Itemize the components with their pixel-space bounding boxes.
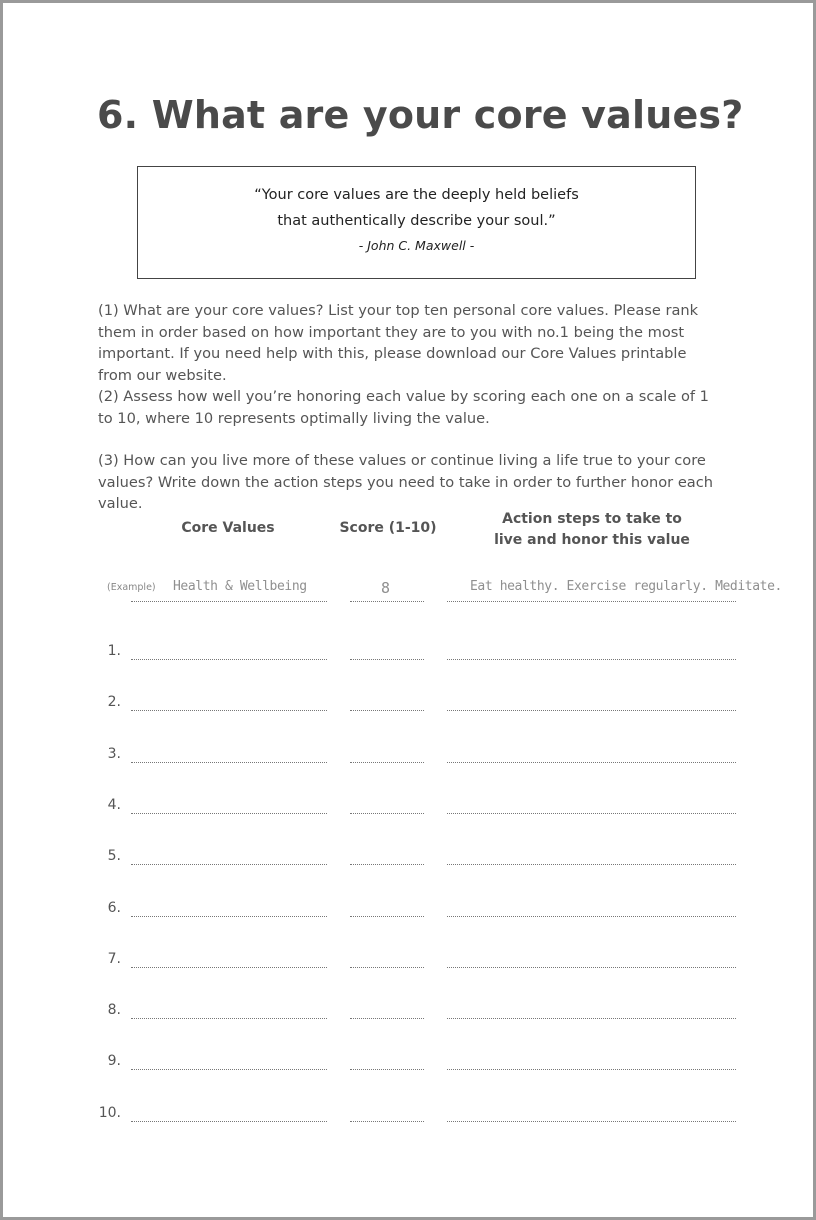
example-action: Eat healthy. Exercise regularly. Meditate. <box>470 579 782 594</box>
example-core-value-line <box>131 601 327 602</box>
action-steps-field[interactable] <box>447 1069 736 1070</box>
column-header-action-steps <box>448 509 736 551</box>
row-number: 6. <box>107 899 121 916</box>
row-number: 5. <box>107 848 121 865</box>
table-row <box>3 1097 816 1127</box>
core-value-field[interactable] <box>131 710 327 711</box>
action-steps-field[interactable] <box>447 864 736 865</box>
row-number: 8. <box>107 1002 121 1019</box>
table-row <box>3 738 816 768</box>
score-field[interactable] <box>350 864 424 865</box>
quote-line-1: “Your core values are the deeply held beliefs <box>254 187 579 203</box>
score-field[interactable] <box>350 916 424 917</box>
core-value-field[interactable] <box>131 659 327 660</box>
score-field[interactable] <box>350 1069 424 1070</box>
quote-author: - John C. Maxwell - <box>358 238 475 253</box>
core-value-field[interactable] <box>131 916 327 917</box>
action-steps-field[interactable] <box>447 1121 736 1122</box>
column-header-score: Score (1-10) <box>339 520 437 536</box>
table-row <box>3 840 816 870</box>
table-row <box>3 994 816 1024</box>
action-steps-field[interactable] <box>447 916 736 917</box>
score-field[interactable] <box>350 762 424 763</box>
table-row <box>3 1045 816 1075</box>
score-field[interactable] <box>350 710 424 711</box>
core-value-field[interactable] <box>131 1069 327 1070</box>
quote-box <box>137 166 696 279</box>
table-row <box>3 635 816 665</box>
column-header-action-line-2: live and honor this value <box>494 532 690 548</box>
score-field[interactable] <box>350 967 424 968</box>
instruction-1: (1) What are your core values? List your top ten personal core values. Please rank them in order based on how important they are to you with no.1 being the most important. If you need help with this, please download our Core Values printable from our website. <box>98 302 699 384</box>
core-value-field[interactable] <box>131 1121 327 1122</box>
table-row <box>3 686 816 716</box>
table-row <box>3 943 816 973</box>
column-header-action-line-1: Action steps to take to <box>502 511 682 527</box>
score-field[interactable] <box>350 659 424 660</box>
row-number: 1. <box>107 643 121 659</box>
instruction-2: (2) Assess how well you’re honoring each value by scoring each one on a scale of 1 to 10, where 10 represents optimally living the value. <box>98 388 709 427</box>
example-score-line <box>350 601 424 602</box>
action-steps-field[interactable] <box>447 813 736 814</box>
core-value-field[interactable] <box>131 762 327 763</box>
row-number: 9. <box>107 1053 121 1070</box>
action-steps-field[interactable] <box>447 1018 736 1019</box>
row-number: 3. <box>107 745 121 762</box>
core-value-field[interactable] <box>131 813 327 814</box>
action-steps-field[interactable] <box>447 762 736 763</box>
action-steps-field[interactable] <box>447 710 736 711</box>
core-value-field[interactable] <box>131 967 327 968</box>
score-field[interactable] <box>350 1121 424 1122</box>
instruction-3: (3) How can you live more of these values or continue living a life true to your core values? Write down the action steps you need to take in order to further honor each value. <box>98 452 714 512</box>
example-score: 8 <box>381 579 390 597</box>
example-action-line <box>447 601 736 602</box>
table-row <box>3 789 816 819</box>
quote-line-2: that authentically describe your soul.” <box>277 213 556 229</box>
row-number: 7. <box>107 950 121 967</box>
score-field[interactable] <box>350 1018 424 1019</box>
example-tag: (Example) <box>107 582 156 593</box>
score-field[interactable] <box>350 813 424 814</box>
core-value-field[interactable] <box>131 864 327 865</box>
table-row <box>3 892 816 922</box>
action-steps-field[interactable] <box>447 967 736 968</box>
row-number: 4. <box>107 796 121 813</box>
column-header-core-values: Core Values <box>181 520 275 536</box>
row-number: 2. <box>107 694 121 711</box>
action-steps-field[interactable] <box>447 659 736 660</box>
page-title: 6. What are your core values? <box>97 93 744 137</box>
row-number: 10. <box>98 1104 121 1121</box>
example-row <box>3 577 816 607</box>
example-core-value: Health & Wellbeing <box>173 579 307 594</box>
core-value-field[interactable] <box>131 1018 327 1019</box>
